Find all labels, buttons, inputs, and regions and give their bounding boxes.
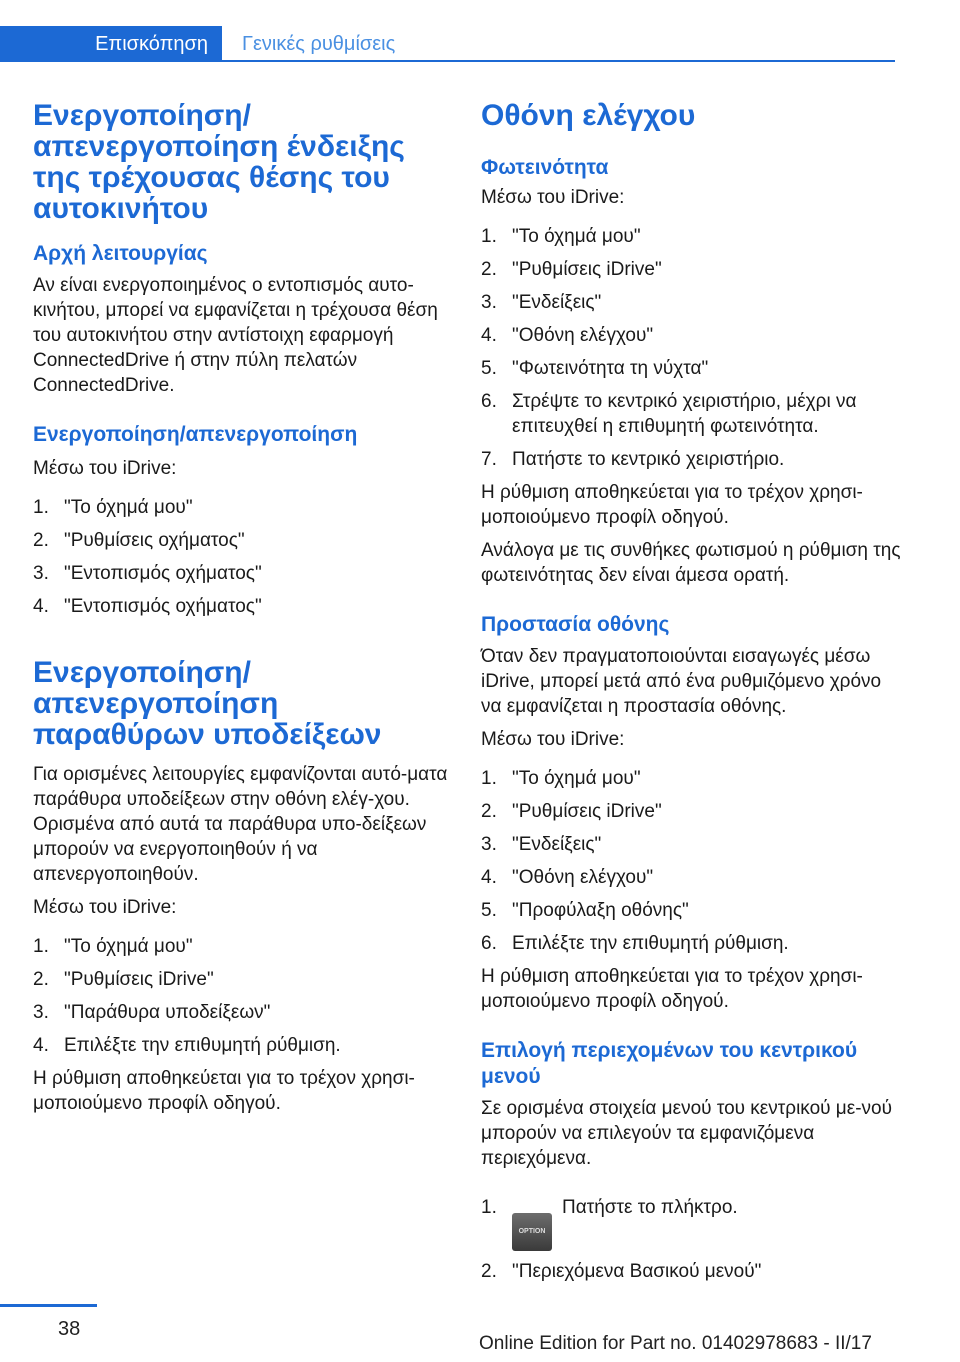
list-item: 7. Πατήστε το κεντρικό χειριστήριο. <box>481 449 785 470</box>
page-number: 38 <box>58 1318 81 1340</box>
list-item: 1. "Το όχημά μου" <box>33 497 193 518</box>
heading-main-menu-content: Επιλογή περιεχομένων του κεντρικού μενού <box>481 1039 858 1088</box>
list-item: 2. "Ρυθμίσεις iDrive" <box>481 801 662 822</box>
list-item: 2. "Ρυθμίσεις iDrive" <box>33 969 214 990</box>
protection-note-text: Η ρύθμιση αποθηκεύεται για το τρέχον χρησι-μοποιούμενο προφίλ οδηγού. <box>481 966 863 1012</box>
tab-overview[interactable] <box>0 26 222 62</box>
right-column <box>481 100 906 1292</box>
list-item: 3. "Ενδείξεις" <box>481 834 602 855</box>
list-item: 4. "Οθόνη ελέγχου" <box>481 867 654 888</box>
section-title-hint-windows: Ενεργοποίηση/απενεργοποίηση παραθύρων υποδείξεων <box>33 656 382 751</box>
list-item: 1. "Το όχημά μου" <box>33 936 193 957</box>
list-item: 3. "Ενδείξεις" <box>481 292 602 313</box>
via-idrive-2: Μέσω του iDrive: <box>33 897 177 918</box>
steps-hint-windows <box>33 934 453 1058</box>
heading-brightness: Φωτεινότητα <box>481 156 609 179</box>
heading-toggle: Ενεργοποίηση/απενεργοποίηση <box>33 423 358 446</box>
steps-vehicle-location <box>33 495 453 619</box>
list-item: 1. "Το όχημά μου" <box>481 226 641 247</box>
via-idrive-1: Μέσω του iDrive: <box>33 458 177 479</box>
list-item: 4. Επιλέξτε την επιθυμητή ρύθμιση. <box>33 1035 341 1056</box>
heading-screen-protection: Προστασία οθόνης <box>481 613 670 636</box>
option-key-icon: OPTION <box>512 1213 552 1251</box>
hint-note-text: Η ρύθμιση αποθηκεύεται για το τρέχον χρησι-μοποιούμενο προφίλ οδηγού. <box>33 1068 415 1114</box>
list-item: 4. "Εντοπισμός οχήματος" <box>33 596 262 617</box>
tab-general-settings[interactable] <box>242 26 395 62</box>
list-item: 4. "Οθόνη ελέγχου" <box>481 325 654 346</box>
via-idrive-3: Μέσω του iDrive: <box>481 187 625 208</box>
list-item: 5. "Φωτεινότητα τη νύχτα" <box>481 358 709 379</box>
principle-text: Αν είναι ενεργοποιημένος ο εντοπισμός αυτο-κινήτου, μπορεί να εμφανίζεται η τρέχουσα θέση του αυτοκινήτου στην αντίστοιχη εφαρμογή ConnectedDrive ή στην πύλη πελατών ConnectedDrive. <box>33 275 438 396</box>
list-item: 3. "Εντοπισμός οχήματος" <box>33 563 262 584</box>
menu-intro-text: Σε ορισμένα στοιχεία μενού του κεντρικού με-νού μπορούν να επιλεγούν τα εμφανιζόμενα περιεχόμενα. <box>481 1098 893 1169</box>
list-item: 2. "Ρυθμίσεις οχήματος" <box>33 530 245 551</box>
steps-screen-protection <box>481 766 906 956</box>
footer-rule <box>0 1304 97 1307</box>
section-title-control-display: Οθόνη ελέγχου <box>481 99 696 132</box>
list-item: 3. "Παράθυρα υποδείξεων" <box>33 1002 271 1023</box>
list-item: 6. Στρέψτε το κεντρικό χειριστήριο, μέχρι να επιτευχθεί η επιθυμητή φωτεινότητα. <box>481 391 857 437</box>
tab-general-settings-label: Γενικές ρυθμίσεις <box>242 32 396 55</box>
tab-underline <box>0 60 895 62</box>
list-item: 2. "Περιεχόμενα Βασικού μενού" <box>481 1261 762 1282</box>
left-column <box>33 100 453 1116</box>
list-item: 1. "Το όχημά μου" <box>481 768 641 789</box>
hint-intro-text: Για ορισμένες λειτουργίες εμφανίζονται αυτό-ματα παράθυρα υποδείξεων στην οθόνη ελέγ-χου. Ορισμένα από αυτά τα παράθυρα υπο-δείξεων μπορούν να ενεργοποιηθούν ή να απενεργοποιηθούν. <box>33 764 448 885</box>
steps-brightness <box>481 224 906 472</box>
header-tabs <box>0 26 895 62</box>
heading-principle: Αρχή λειτουργίας <box>33 242 208 265</box>
list-item: 5. "Προφύλαξη οθόνης" <box>481 900 689 921</box>
list-item: 2. "Ρυθμίσεις iDrive" <box>481 259 662 280</box>
list-item: 1. OPTIONΠατήστε το πλήκτρο. <box>481 1195 906 1251</box>
protection-intro-text: Όταν δεν πραγματοποιούνται εισαγωγές μέσω iDrive, μπορεί μετά από ένα ρυθμιζόμενο χρόνο να εμφανίζεται η προστασία οθόνης. <box>481 646 882 717</box>
edition-text: Online Edition for Part no. 01402978683 - II/17 <box>479 1333 872 1354</box>
steps-main-menu <box>481 1195 906 1284</box>
list-item: 6. Επιλέξτε την επιθυμητή ρύθμιση. <box>481 933 789 954</box>
brightness-note-1: Η ρύθμιση αποθηκεύεται για το τρέχον χρησι-μοποιούμενο προφίλ οδηγού. <box>481 482 863 528</box>
tab-overview-label: Επισκόπηση <box>95 32 208 55</box>
brightness-note-2: Ανάλογα με τις συνθήκες φωτισμού η ρύθμιση της φωτεινότητας δεν είναι άμεσα ορατή. <box>481 540 901 586</box>
via-idrive-4: Μέσω του iDrive: <box>481 729 625 750</box>
section-title-vehicle-location: Ενεργοποίηση/απενεργοποίηση ένδειξης της τρέχουσας θέσης του αυτοκινήτου <box>33 99 405 225</box>
